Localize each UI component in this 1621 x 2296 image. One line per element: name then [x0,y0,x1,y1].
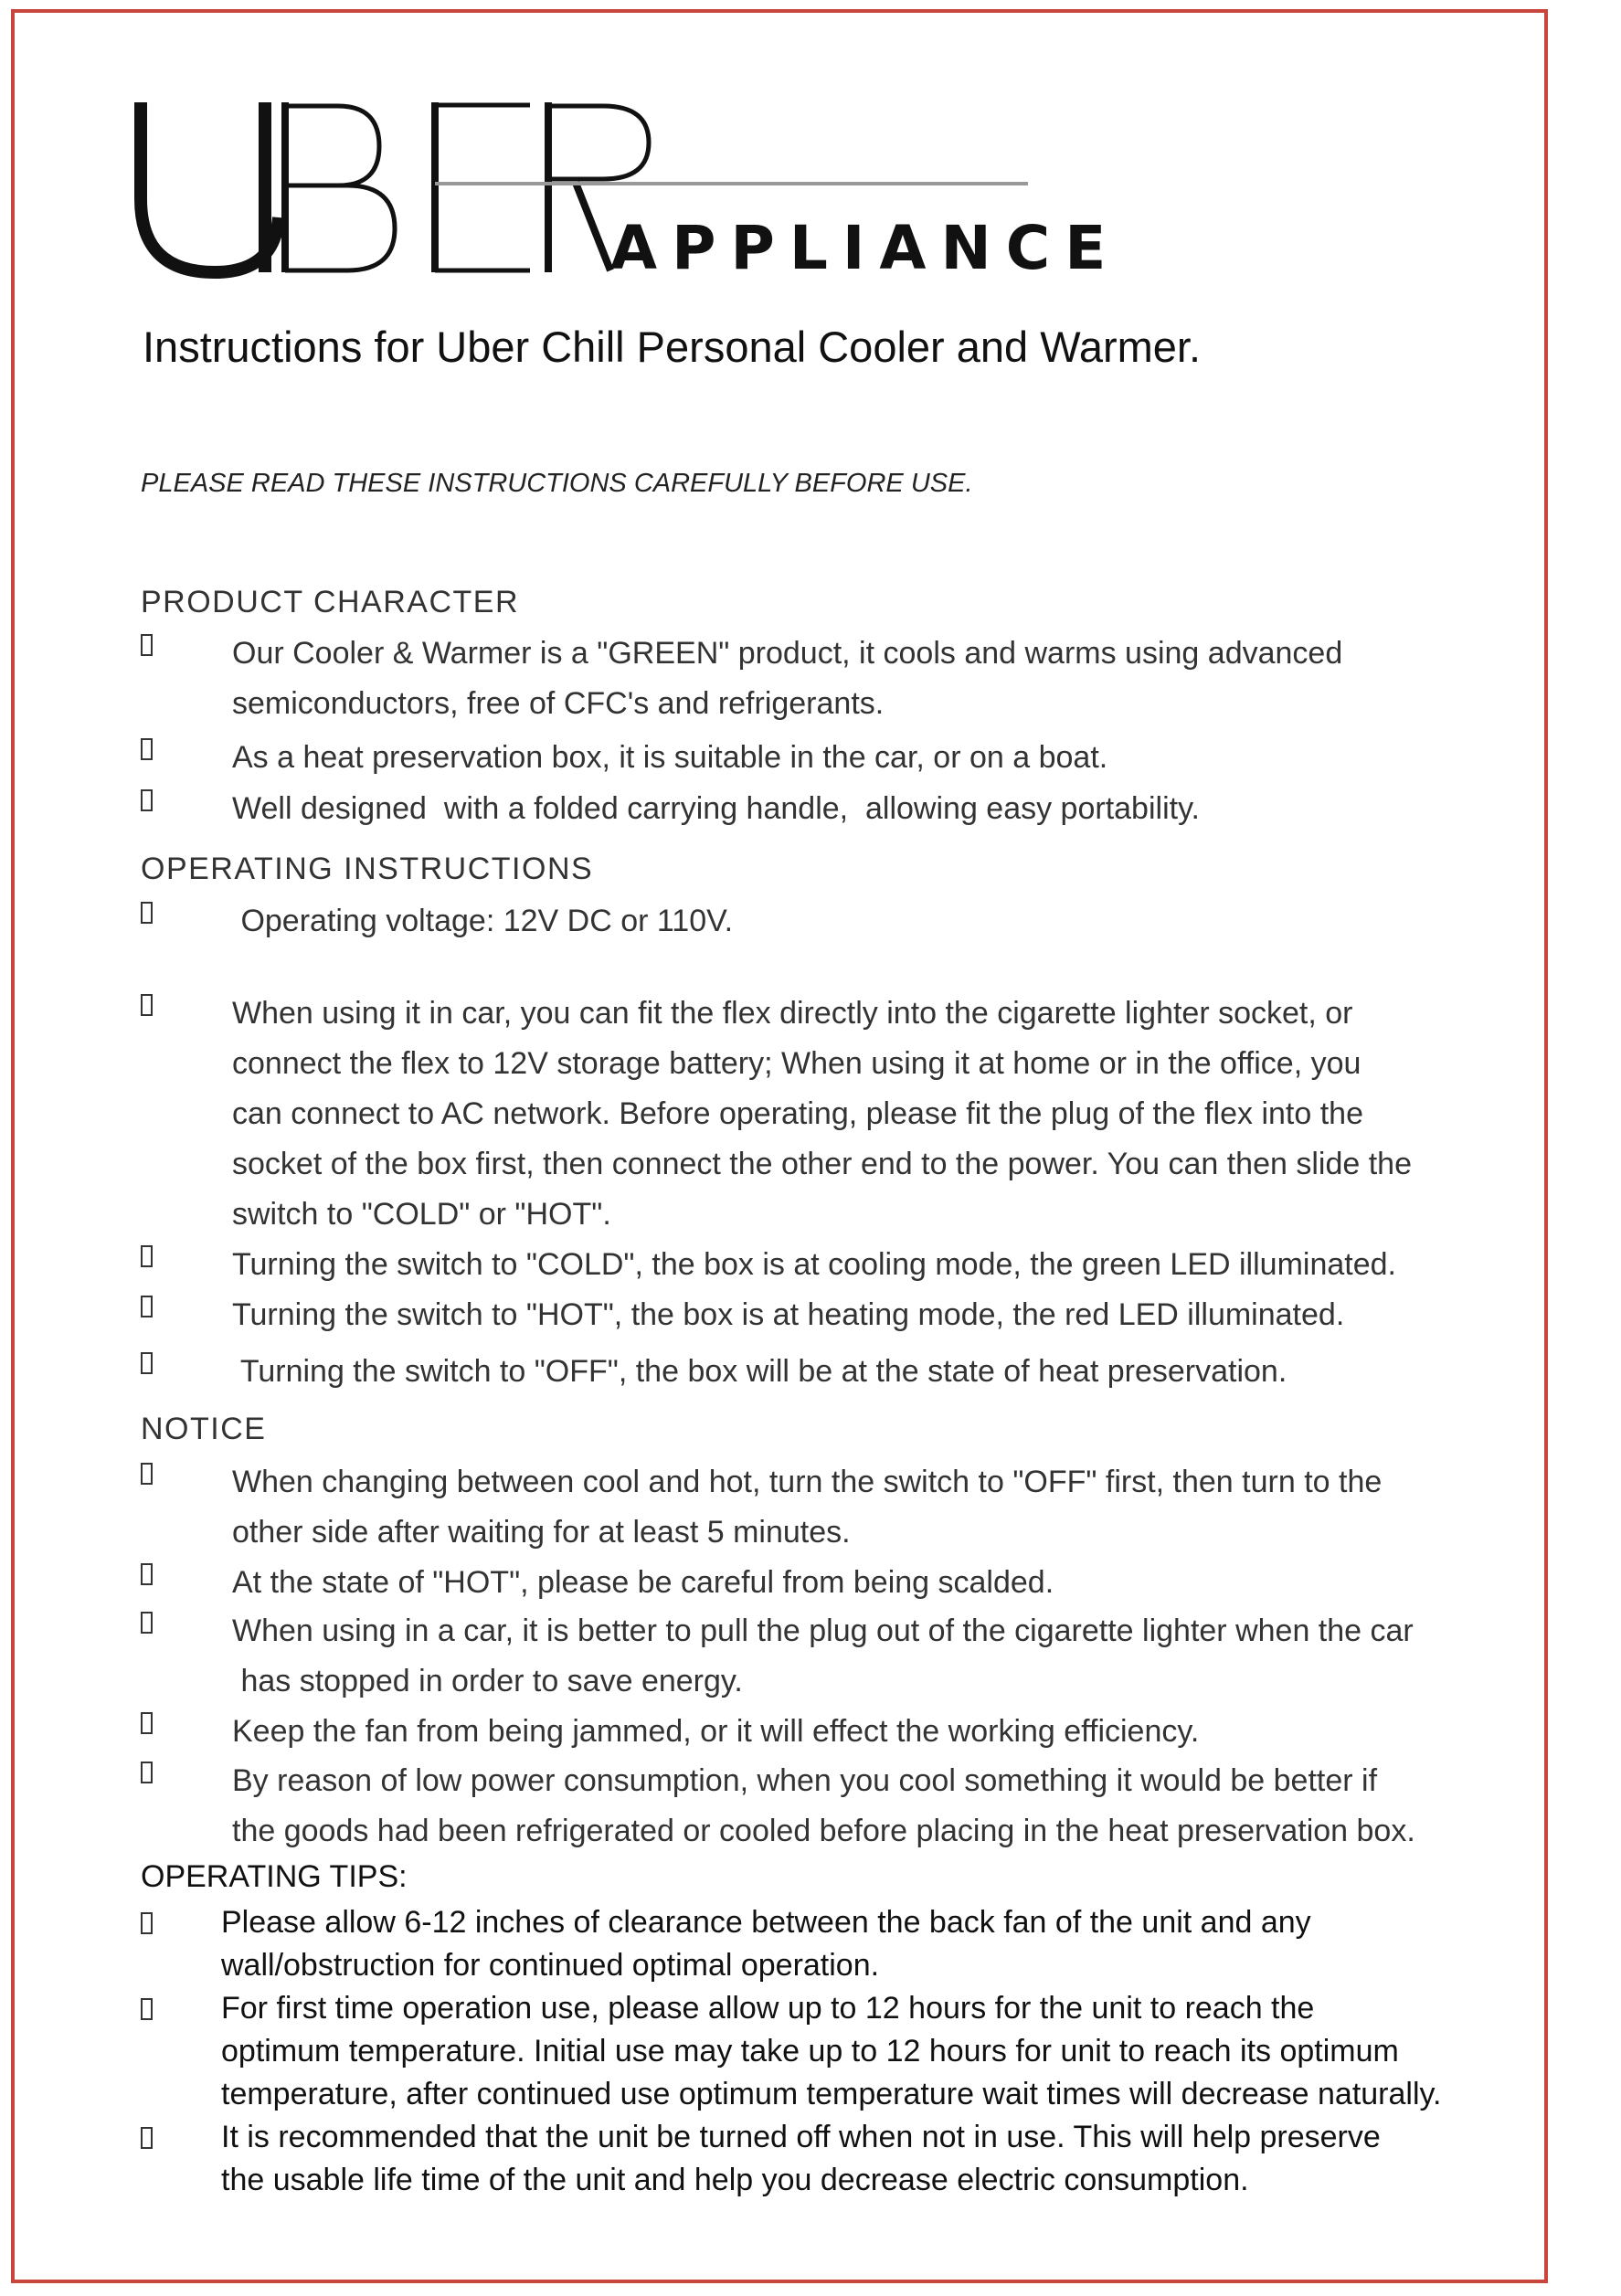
bullet-icon [141,994,153,1016]
page-title: Instructions for Uber Chill Personal Cooler and Warmer. [143,323,1202,371]
wordmark: APPLIANCE [610,213,1121,283]
uber-appliance-logo [128,99,1121,283]
item-text-line: temperature, after continued use optimum temperature wait times will decrease naturally. [221,2077,1442,2111]
item-text [221,1901,1610,1987]
heading-operating-tips: OPERATING TIPS: [141,1859,408,1894]
item-text [232,733,1621,783]
item-text-line: wall/obstruction for continued optimal operation. [221,1948,880,1983]
item-text-line: At the state of "HOT", please be careful from being scalded. [232,1565,1054,1600]
heading-operating-instructions: OPERATING INSTRUCTIONS [141,852,594,886]
item-text-line: other side after waiting for at least 5 minutes. [232,1515,851,1550]
bullet-icon [141,1352,153,1374]
bullet-icon [141,1612,153,1634]
bullet-icon [141,634,153,656]
bullet-icon [141,1245,153,1267]
item-text-line: the goods had been refrigerated or cooled before placing in the heat preservation box. [232,1814,1415,1848]
item-text [232,1457,1621,1558]
item-text [221,1987,1610,2116]
item-text-line: By reason of low power consumption, when you cool something it would be better if [232,1763,1378,1798]
bullet-icon [141,1712,153,1734]
item-text [232,784,1621,834]
bullet-icon [141,2127,153,2149]
item-text-line: When changing between cool and hot, turn the switch to "OFF" first, then turn to the [232,1465,1383,1499]
bullet-icon [141,1762,153,1783]
bullet-icon [141,1296,153,1317]
item-text [221,2116,1610,2202]
item-text [232,1290,1621,1340]
item-text [232,1606,1621,1707]
item-text [232,1347,1621,1397]
item-text-line: optimum temperature. Initial use may take up to 12 hours for unit to reach its optimum [221,2034,1399,2069]
item-text [232,1756,1621,1857]
read-instructions-warning: PLEASE READ THESE INSTRUCTIONS CAREFULLY BEFORE USE. [141,469,973,498]
bullet-icon [141,902,153,924]
item-text-line: When using it in car, you can fit the flex directly into the cigarette lighter socket, or [232,996,1353,1031]
item-text [232,896,1621,947]
item-text-line: has stopped in order to save energy. [232,1664,743,1698]
item-text [232,989,1621,1240]
item-text-line: Turning the switch to "HOT", the box is at heating mode, the red LED illuminated. [232,1297,1345,1332]
heading-product-character: PRODUCT CHARACTER [141,585,520,619]
item-text-line: Our Cooler & Warmer is a "GREEN" product, it cools and warms using advanced [232,636,1343,671]
bullet-icon [141,1912,153,1934]
item-text [232,1240,1621,1290]
item-text-line: Turning the switch to "COLD", the box is at cooling mode, the green LED illuminated. [232,1247,1396,1282]
item-text [232,1558,1621,1608]
bullet-icon [141,1563,153,1585]
item-text-line: Operating voltage: 12V DC or 110V. [232,904,734,938]
item-text-line: connect the flex to 12V storage battery; When using it at home or in the office, you [232,1046,1361,1081]
item-text [232,629,1621,729]
item-text-line: socket of the box first, then connect the other end to the power. You can then slide the [232,1147,1412,1181]
bullet-icon [141,1998,153,2020]
bullet-icon [141,1463,153,1485]
item-text-line: Well designed with a folded carrying handle, allowing easy portability. [232,791,1200,826]
item-text-line: Please allow 6-12 inches of clearance between the back fan of the unit and any [221,1905,1311,1940]
item-text-line: It is recommended that the unit be turned off when not in use. This will help preserve [221,2120,1381,2154]
item-text-line: the usable life time of the unit and help you decrease electric consumption. [221,2163,1249,2197]
item-text-line: As a heat preservation box, it is suitable in the car, or on a boat. [232,740,1108,775]
item-text-line: switch to "COLD" or "HOT". [232,1197,611,1232]
bullet-icon [141,789,153,811]
item-text [232,1707,1621,1757]
heading-notice: NOTICE [141,1412,267,1446]
item-text-line: can connect to AC network. Before operating, please fit the plug of the flex into the [232,1096,1363,1131]
item-text-line: When using in a car, it is better to pull the plug out of the cigarette lighter when the car [232,1614,1414,1648]
item-text-line: Keep the fan from being jammed, or it will effect the working efficiency. [232,1714,1200,1749]
item-text-line: semiconductors, free of CFC's and refrigerants. [232,686,885,721]
item-text-line: For first time operation use, please allow up to 12 hours for the unit to reach the [221,1991,1315,2026]
bullet-icon [141,738,153,760]
item-text-line: Turning the switch to "OFF", the box will be at the state of heat preservation. [232,1354,1287,1389]
